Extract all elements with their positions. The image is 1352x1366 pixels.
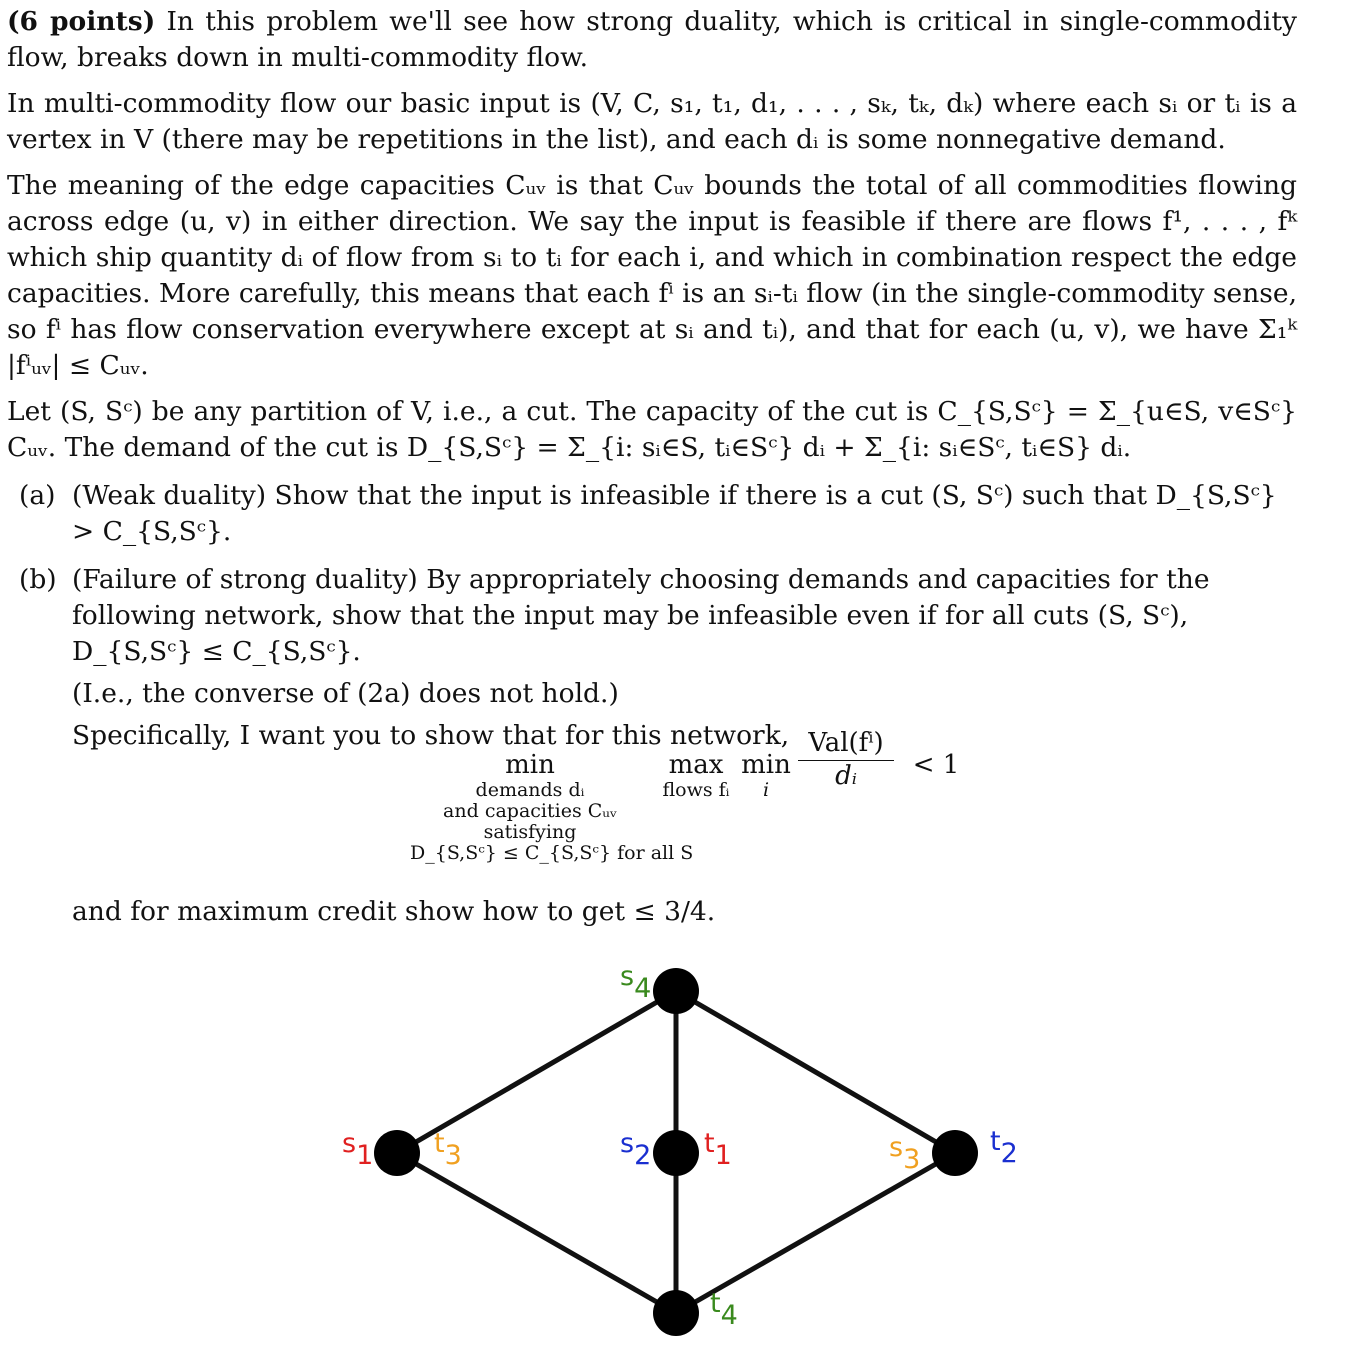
closing-line: and for maximum credit show how to get ≤ 3/4. [72,896,716,927]
inner-min-subscript: i [762,779,770,801]
intro-text: In this problem we'll see how strong duality, which is critical in single-commodity flow, breaks down in multi-commodity flow. [7,6,1297,73]
label-s3: s3 [889,1132,921,1175]
constraint-capacities: and capacities Cᵤᵥ [443,800,617,822]
part-b-label: (b) [19,564,57,595]
paragraph-input: In multi-commodity flow our basic input is (V, C, s₁, t₁, d₁, . . . , sₖ, tₖ, dₖ) where each sᵢ or tᵢ is a vertex in V (there may be repetitions in the list), and each dᵢ is some nonnegative demand. [7,88,1297,155]
constraint-satisfying: satisfying [483,821,577,843]
label-s1: s1 [342,1128,374,1171]
node-center [653,1130,699,1176]
label-s4: s4 [620,961,652,1004]
paragraph-cut: Let (S, Sᶜ) be any partition of V, i.e., a cut. The capacity of the cut is C_{S,Sᶜ} = Σ_{u∈S, v∈Sᶜ} Cᵤᵥ. The demand of the cut is D_{S,Sᶜ} = Σ_{i: sᵢ∈S, tᵢ∈Sᶜ} dᵢ + Σ_{i: sᵢ∈Sᶜ, tᵢ∈S} dᵢ. [7,396,1297,463]
node-left [374,1130,420,1176]
max-subscript: flows fᵢ [662,779,730,801]
part-b-note: (I.e., the converse of (2a) does not hold.) [72,678,619,709]
label-t4: t4 [710,1288,738,1331]
node-bottom [653,1290,699,1336]
outer-min: min [505,750,555,780]
label-t2: t2 [990,1126,1018,1169]
part-a-text: (Weak duality) Show that the input is infeasible if there is a cut (S, Sᶜ) such that D_{S,Sᶜ} > C_{S,Sᶜ}. [72,480,1277,547]
part-a-label: (a) [19,480,56,511]
edge-top-right [676,991,955,1153]
edge-left-bottom [397,1153,676,1313]
fraction-numerator: Val(fⁱ) [798,728,894,761]
label-s2: s2 [620,1128,652,1171]
constraint-demands: demands dᵢ [475,779,585,801]
node-right [932,1130,978,1176]
label-t3: t3 [434,1128,462,1171]
inner-min: min [741,750,791,780]
part-b-text: (Failure of strong duality) By appropriately choosing demands and capacities for the following network, show that the input may be infeasible even if for all cuts (S, Sᶜ), D_{S,Sᶜ} ≤ C_{S,Sᶜ}. [72,564,1210,667]
label-t1: t1 [704,1128,732,1171]
points-label: (6 points) [7,6,156,37]
formula-rhs: < 1 [912,750,960,780]
constraint-cuts: D_{S,Sᶜ} ≤ C_{S,Sᶜ} for all S [410,842,694,864]
fraction-denominator: dᵢ [835,761,857,791]
max-operator: max [668,750,724,780]
node-top [653,968,699,1014]
part-b-spec: Specifically, I want you to show that for this network, [72,720,790,751]
paragraph-feasibility: The meaning of the edge capacities Cᵤᵥ is that Cᵤᵥ bounds the total of all commodities flowing across edge (u, v) in either direction. We say the input is feasible if there are flows f¹, . . . , fᵏ which ship quantity dᵢ of flow from sᵢ to tᵢ for each i, and which in combination respect the edge capacities. More carefully, this means that each fⁱ is an sᵢ-tᵢ flow (in the single-commodity sense, so fⁱ has flow conservation everywhere except at sᵢ and tᵢ), and that for each (u, v), we have Σ₁ᵏ |fⁱᵤᵥ| ≤ Cᵤᵥ. [7,170,1297,381]
